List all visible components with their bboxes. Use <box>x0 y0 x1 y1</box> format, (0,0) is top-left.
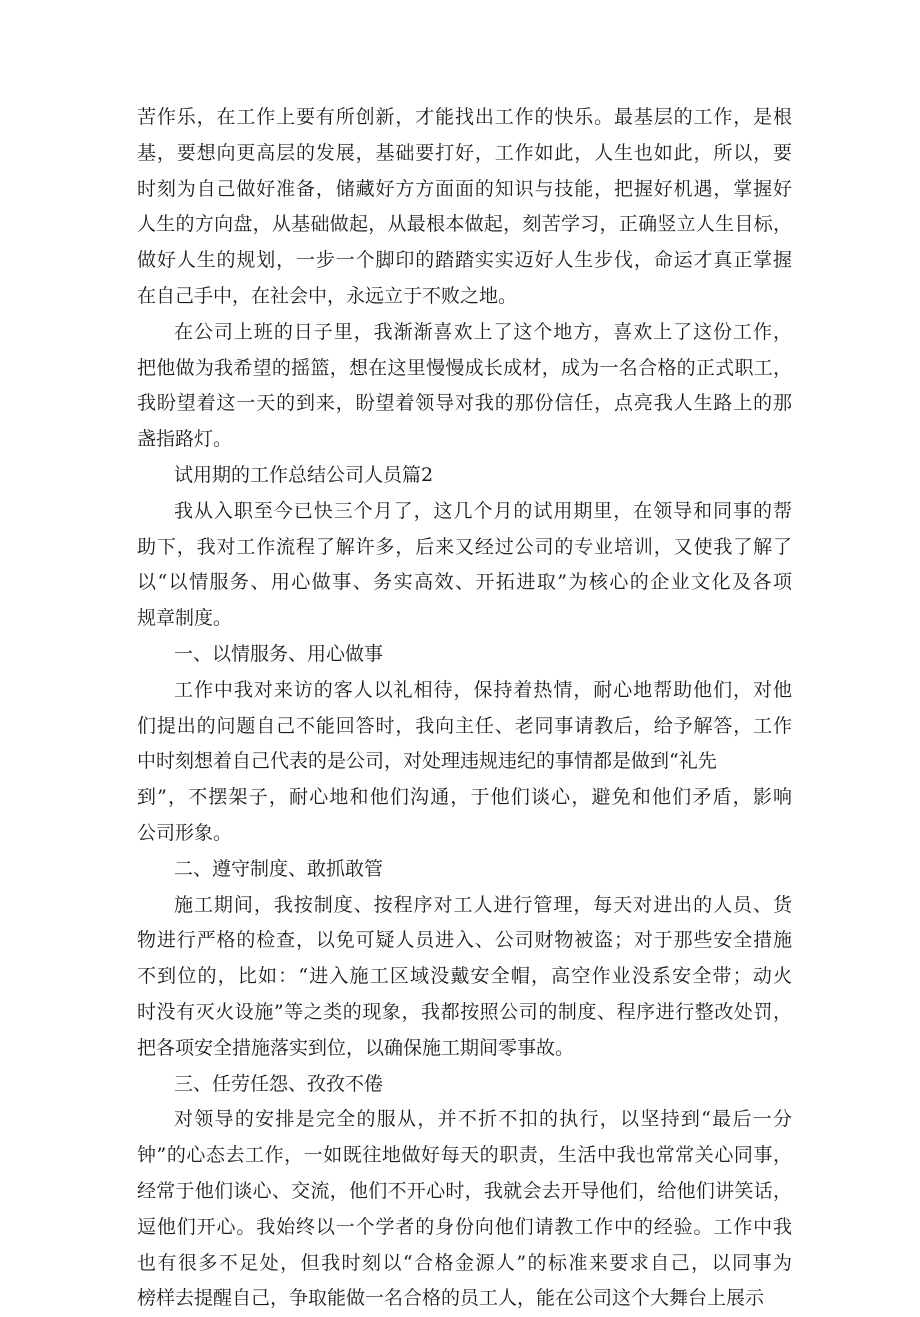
paragraph <box>137 100 792 315</box>
text-line: 苦作乐，在工作上要有所创新，才能找出工作的快乐。最基层的工作，是根 <box>137 106 792 128</box>
text-line: 经常于他们谈心、交流，他们不开心时，我就会去开导他们，给他们讲笑话， <box>137 1179 792 1202</box>
text-line: 也有很多不足处，但我时刻以“合格金源人”的标准来要求自己，以同事为 <box>137 1251 792 1274</box>
text-line: 们提出的问题自己不能回答时，我向主任、老同事请教后，给予解答，工作 <box>137 714 792 737</box>
text-line: 钟”的心态去工作，一如既往地做好每天的职责，生活中我也常常关心同事， <box>137 1144 792 1167</box>
section-heading <box>137 458 792 494</box>
text-line: 公司形象。 <box>137 821 233 844</box>
text-line: 基，要想向更高层的发展，基础要打好，工作如此，人生也如此，所以，要 <box>137 141 792 164</box>
text-line: 在公司上班的日子里，我渐渐喜欢上了这个地方，喜欢上了这份工作， <box>174 320 792 343</box>
text-line: 不到位的，比如：“进入施工区域没戴安全帽，高空作业没系安全带；动火 <box>137 965 792 988</box>
text-line: 我盼望着这一天的到来，盼望着领导对我的那份信任，点亮我人生路上的那 <box>137 392 792 415</box>
text-line: 以“以情服务、用心做事、务实高效、开拓进取”为核心的企业文化及各项 <box>137 571 792 594</box>
text-line: 把各项安全措施落实到位，以确保施工期间零事故。 <box>137 1036 575 1059</box>
paragraph <box>137 888 792 1067</box>
paragraph <box>137 673 792 852</box>
text-line: 榜样去提醒自己，争取能做一名合格的员工人，能在公司这个大舞台上展示 <box>137 1287 765 1310</box>
paragraph <box>137 315 792 458</box>
heading-text: 试用期的工作总结公司人员篇2 <box>174 463 434 486</box>
heading-text: 二、遵守制度、敢抓敢管 <box>174 857 384 880</box>
text-line: 中时刻想着自己代表的是公司，对处理违规违纪的事情都是做到“礼先 <box>137 750 717 773</box>
text-line: 对领导的安排是完全的服从，并不折不扣的执行，以坚持到“最后一分 <box>174 1108 792 1131</box>
paragraph <box>137 494 792 637</box>
text-line: 工作中我对来访的客人以礼相待，保持着热情，耐心地帮助他们，对他 <box>174 678 792 701</box>
section-heading <box>137 1067 792 1103</box>
text-line: 到”，不摆架子，耐心地和他们沟通，于他们谈心，避免和他们矛盾，影响 <box>137 786 792 809</box>
text-line: 时刻为自己做好准备，储藏好方方面面的知识与技能，把握好机遇，掌握好 <box>137 177 792 200</box>
text-line: 规章制度。 <box>137 607 233 630</box>
text-line: 逗他们开心。我始终以一个学者的身份向他们请教工作中的经验。工作中我 <box>137 1215 792 1238</box>
text-line: 物进行严格的检查，以免可疑人员进入、公司财物被盗；对于那些安全措施 <box>137 929 792 952</box>
heading-text: 三、任劳任怨、孜孜不倦 <box>174 1072 384 1095</box>
text-line: 施工期间，我按制度、按程序对工人进行管理，每天对进出的人员、货 <box>174 893 792 916</box>
text-line: 我从入职至今已快三个月了，这几个月的试用期里，在领导和同事的帮 <box>174 499 792 522</box>
paragraph <box>137 1102 792 1317</box>
section-heading <box>137 852 792 888</box>
section-heading <box>137 637 792 673</box>
text-line: 做好人生的规划，一步一个脚印的踏踏实实迈好人生步伐，命运才真正掌握 <box>137 249 792 272</box>
heading-text: 一、以情服务、用心做事 <box>174 642 384 665</box>
text-line: 时没有灭火设施”等之类的现象，我都按照公司的制度、程序进行整改处罚， <box>137 1000 792 1023</box>
document-body <box>137 100 792 1317</box>
text-line: 盏指路灯。 <box>137 428 233 451</box>
text-line: 助下，我对工作流程了解许多，后来又经过公司的专业培训，又使我了解了 <box>137 535 792 558</box>
text-line: 人生的方向盘，从基础做起，从最根本做起，刻苦学习，正确竖立人生目标， <box>137 213 792 236</box>
text-line: 把他做为我希望的摇篮，想在这里慢慢成长成材，成为一名合格的正式职工， <box>137 356 792 379</box>
text-line: 在自己手中，在社会中，永远立于不败之地。 <box>137 284 518 307</box>
